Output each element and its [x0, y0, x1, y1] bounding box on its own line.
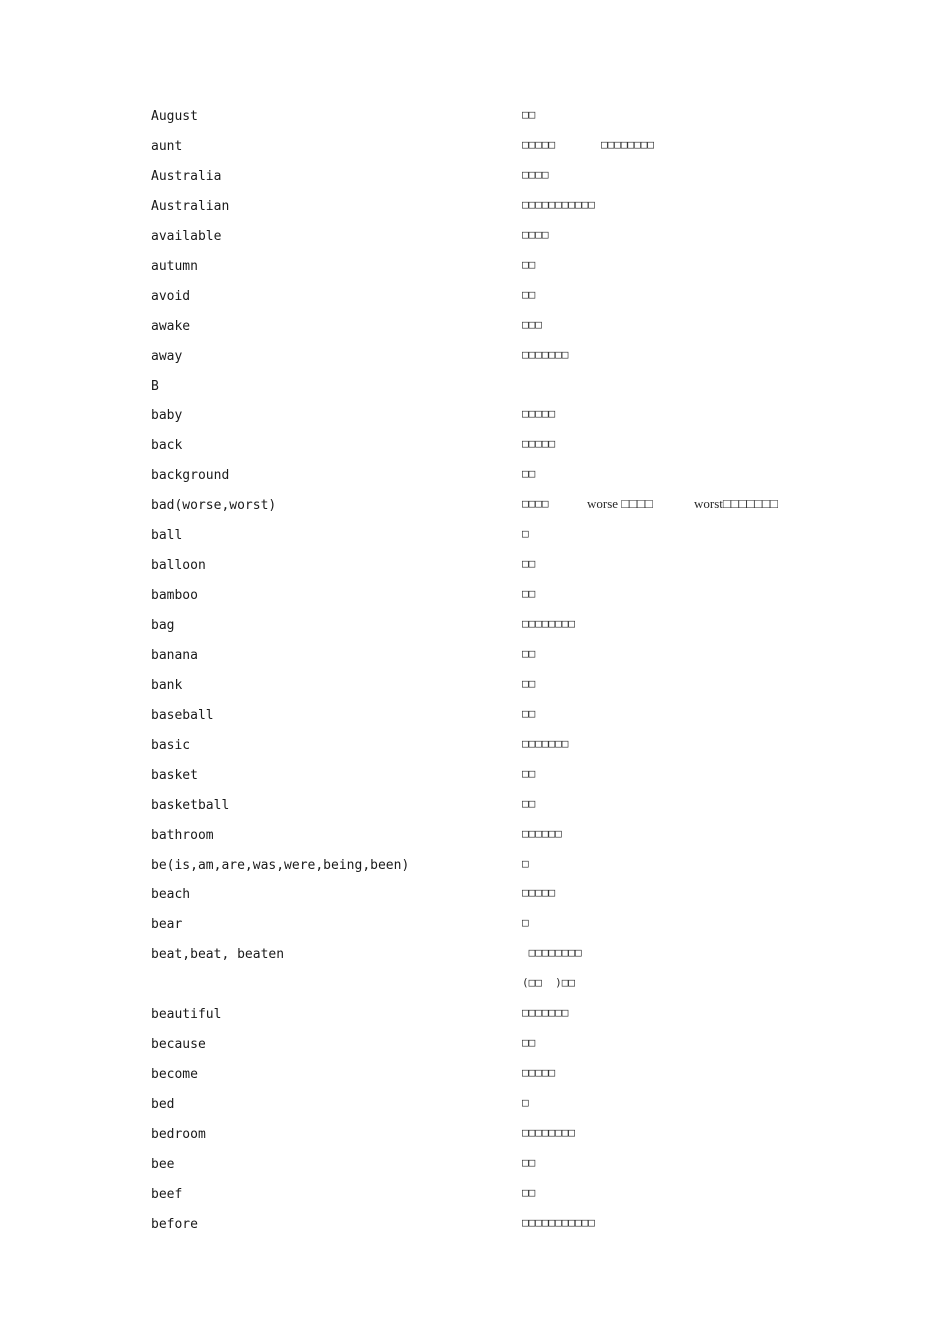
- vocab-word: bear: [151, 917, 183, 933]
- vocab-row: [151, 527, 851, 549]
- gloss-part: □□: [522, 467, 536, 481]
- gloss-part: □: [522, 856, 529, 870]
- gloss-part: □□□□: [522, 497, 549, 511]
- vocab-row: [151, 407, 851, 429]
- vocab-row: [151, 827, 851, 849]
- vocab-row: [151, 886, 851, 908]
- gloss-part: □□: [522, 257, 536, 271]
- vocab-row: [151, 437, 851, 459]
- vocab-word: basket: [151, 767, 198, 783]
- vocab-word: because: [151, 1037, 206, 1053]
- vocab-row: [151, 857, 851, 879]
- vocab-row: [151, 1126, 851, 1148]
- gloss-part: □□□□□□□: [522, 1006, 569, 1020]
- vocab-row: [151, 557, 851, 579]
- vocab-row: [151, 737, 851, 759]
- vocab-word: baby: [151, 408, 183, 424]
- gloss-part: □□: [522, 1036, 536, 1050]
- vocab-row: [151, 138, 851, 160]
- gloss-part: □: [522, 527, 529, 541]
- vocab-row: [151, 467, 851, 489]
- vocab-word: ball: [151, 528, 183, 544]
- vocab-word: bank: [151, 677, 183, 693]
- vocab-word: bedroom: [151, 1127, 206, 1142]
- vocab-row: [151, 647, 851, 669]
- vocab-row: [151, 1156, 851, 1178]
- gloss-part: □□□□: [522, 167, 549, 181]
- vocab-word: away: [151, 348, 183, 364]
- gloss-part: worse □□□□: [587, 496, 653, 512]
- gloss-part: □□□□□□□□: [522, 1126, 575, 1139]
- vocab-word: bamboo: [151, 588, 198, 603]
- vocab-row: [151, 318, 851, 340]
- vocab-row: [151, 228, 851, 250]
- gloss-part: □□: [522, 557, 536, 571]
- vocab-row: [151, 1216, 851, 1238]
- gloss-part: □□□□□□: [522, 826, 562, 840]
- vocab-row: [151, 378, 851, 400]
- gloss-part: □□□□□□□: [522, 736, 569, 750]
- gloss-part: □□□□□: [522, 886, 556, 900]
- vocab-word: aunt: [151, 138, 183, 154]
- gloss-part: □□□□□□□□: [522, 946, 582, 960]
- vocab-word: beautiful: [151, 1007, 222, 1023]
- gloss-part: □□: [522, 646, 536, 660]
- gloss-part: □□: [522, 1155, 536, 1169]
- vocab-word: beat,beat, beaten: [151, 947, 285, 963]
- gloss-part: □□: [522, 766, 536, 780]
- vocab-word: bee: [151, 1156, 175, 1172]
- gloss-part: □□: [522, 796, 536, 810]
- vocab-row: [151, 168, 851, 190]
- vocab-row: [151, 348, 851, 370]
- vocab-word: available: [151, 228, 222, 244]
- vocab-row: [151, 288, 851, 310]
- vocab-word: Australian: [151, 198, 230, 214]
- vocab-word: autumn: [151, 258, 198, 274]
- gloss-part: □□□□□□□□□□□: [522, 197, 595, 211]
- vocab-word: become: [151, 1067, 198, 1083]
- vocab-word: balloon: [151, 558, 206, 574]
- gloss-part: □□: [522, 287, 536, 301]
- vocab-word: beach: [151, 887, 191, 903]
- vocab-row: [151, 976, 851, 998]
- gloss-part: □□□□□: [522, 1066, 556, 1080]
- gloss-part: □□□□□□□□: [522, 617, 575, 630]
- vocab-word: bad(worse,worst): [151, 498, 277, 514]
- vocab-row: [151, 617, 851, 639]
- vocab-word: beef: [151, 1186, 183, 1202]
- gloss-part: worst□□□□□□□: [694, 496, 778, 512]
- gloss-part: □□□□□□□□: [601, 137, 654, 151]
- vocab-row: [151, 677, 851, 699]
- gloss-part: □□□□□□□□□□□: [522, 1215, 595, 1229]
- vocab-row: [151, 946, 851, 968]
- gloss-part: □□□: [522, 317, 542, 331]
- vocab-row: [151, 1006, 851, 1028]
- vocab-row: [151, 198, 851, 220]
- gloss-part: □□□□□: [522, 437, 556, 451]
- vocab-word: before: [151, 1216, 198, 1232]
- gloss-part: □□□□: [522, 227, 549, 241]
- vocab-row: [151, 916, 851, 938]
- vocab-row: [151, 767, 851, 789]
- vocab-row: [151, 1186, 851, 1208]
- vocab-row: [151, 1036, 851, 1058]
- vocab-word: baseball: [151, 707, 214, 723]
- vocab-word: Australia: [151, 168, 222, 184]
- vocab-word: be(is,am,are,was,were,being,been): [151, 857, 410, 873]
- vocab-word: August: [151, 109, 198, 124]
- vocab-row: [151, 1066, 851, 1088]
- vocab-word: avoid: [151, 288, 191, 304]
- vocab-row: [151, 707, 851, 729]
- vocab-word: background: [151, 468, 230, 484]
- gloss-part: □: [522, 916, 529, 930]
- vocab-row: [151, 797, 851, 819]
- vocab-word: bag: [151, 618, 175, 633]
- gloss-part: □□□□□: [522, 407, 556, 421]
- vocab-word: awake: [151, 318, 191, 334]
- vocab-row: [151, 497, 851, 519]
- vocab-word: bathroom: [151, 827, 214, 843]
- vocab-word: banana: [151, 647, 198, 663]
- gloss-part: □□: [522, 676, 536, 690]
- gloss-part: □□: [522, 706, 536, 720]
- vocab-row: [151, 108, 851, 130]
- gloss-part: □□□□□: [522, 137, 556, 151]
- gloss-part: □□: [522, 108, 536, 121]
- vocab-word: basketball: [151, 797, 230, 813]
- gloss-part: (□□ )□□: [522, 976, 575, 990]
- vocab-row: [151, 1096, 851, 1118]
- vocab-word: B: [151, 378, 159, 394]
- vocab-word: back: [151, 438, 183, 454]
- vocab-word: bed: [151, 1097, 175, 1112]
- gloss-part: □: [522, 1096, 529, 1109]
- vocab-row: [151, 587, 851, 609]
- gloss-part: □□: [522, 1185, 536, 1199]
- vocab-row: [151, 258, 851, 280]
- vocab-word: basic: [151, 737, 191, 753]
- gloss-part: □□: [522, 587, 536, 600]
- gloss-part: □□□□□□□: [522, 347, 569, 361]
